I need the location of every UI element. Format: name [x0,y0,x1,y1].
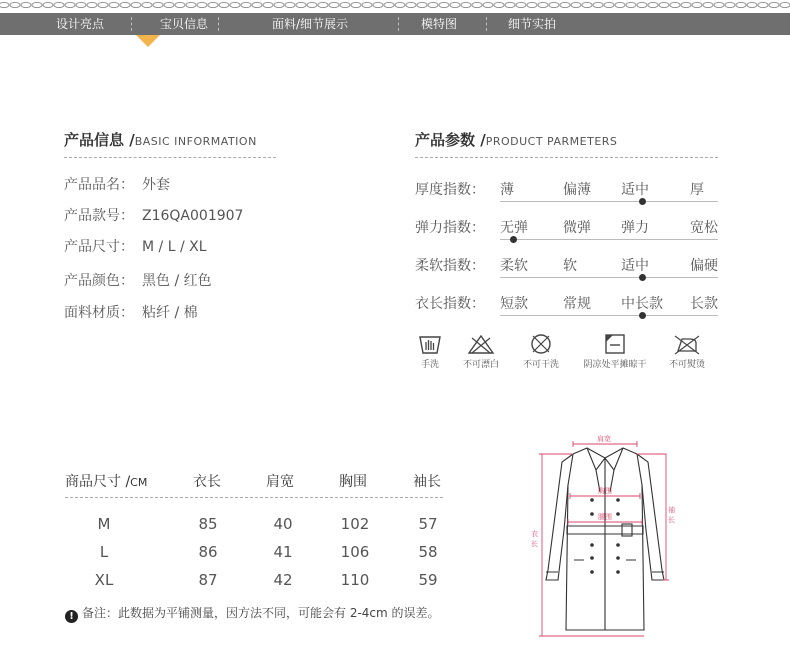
tab-fabric-details[interactable]: 面料/细节展示 [272,17,349,31]
basic-info-title-en: BASIC INFORMATION [134,135,257,148]
care-no-bleach: 不可漂白 [458,333,504,370]
no-bleach-icon [467,333,495,355]
sleeve-label: 袖 [668,506,675,514]
hand-wash-icon [417,333,443,355]
param-scale-line [500,239,718,240]
care-hand-wash: 手洗 [412,333,448,370]
size-table-cell: 110 [340,571,370,589]
size-table-header-chest: 胸围 [339,474,367,490]
param-option: 无弹 [500,220,528,236]
care-no-dry-clean: 不可干洗 [518,333,564,370]
param-option: 适中 [621,258,649,274]
param-option: 偏薄 [563,182,591,198]
waist-label: 腰围 [598,513,612,521]
param-scale-line [500,277,718,278]
measurement-note: ! 备注：此数据为平铺测量，因方法不同，可能会有 2-4cm 的误差。 [65,604,440,623]
info-row-material: 面料材质： 粘纤 / 棉 [64,305,198,321]
length-label: 长 [531,540,538,548]
param-scale-line [500,201,718,202]
tab-detail-photos[interactable]: 细节实拍 [508,17,557,31]
info-row-style-no: 产品款号： Z16QA001907 [64,208,244,224]
chest-label: 胸围 [598,487,612,495]
param-option: 常规 [563,296,591,312]
no-dry-clean-icon [529,333,553,355]
size-table-cell: 86 [198,543,218,561]
nav-divider [218,17,219,31]
size-table-cell: XL [94,571,114,589]
divider [64,157,276,158]
params-title: 产品参数 /PRODUCT PARMETERS [415,131,618,149]
nav-divider [398,17,399,31]
warning-icon: ! [65,610,78,623]
param-option: 薄 [500,182,514,198]
param-label: 弹力指数： [415,220,485,236]
info-row-name: 产品品名： 外套 [64,177,170,193]
size-table-cell: 59 [418,571,438,589]
info-row-size: 产品尺寸： M / L / XL [64,239,207,255]
size-table-cell: M [97,515,111,533]
divider [65,497,443,498]
basic-info-title: 产品信息 /BASIC INFORMATION [64,131,257,149]
size-table-header-length: 衣长 [193,474,221,490]
size-table-cell: 41 [273,543,293,561]
size-table-cell: 85 [198,515,218,533]
divider [415,157,718,158]
coat-measurement-diagram [530,430,680,645]
sleeve-label: 长 [668,516,675,524]
size-table-cell: 106 [340,543,370,561]
param-option: 中长款 [621,296,663,312]
size-table-cell: L [99,543,109,561]
size-table-header-size: 商品尺寸 /CM [65,474,148,490]
param-label: 柔软指数： [415,258,485,274]
param-option: 宽松 [690,220,718,236]
shoulder-label: 肩宽 [597,435,611,443]
param-option: 长款 [690,296,718,312]
param-option: 适中 [621,182,649,198]
care-no-iron: 不可熨烫 [664,333,710,370]
info-row-color: 产品颜色： 黑色 / 红色 [64,273,212,289]
param-option: 微弹 [563,220,591,236]
no-iron-icon [672,333,702,355]
param-option: 柔软 [500,258,528,274]
param-scale-line [500,315,718,316]
param-option: 偏硬 [690,258,718,274]
size-table-cell: 102 [340,515,370,533]
length-label: 衣 [531,530,538,538]
param-label: 厚度指数： [415,182,485,198]
care-shade-dry-flat: 阴凉处平摊晾干 [578,333,652,370]
tab-design-highlights[interactable]: 设计亮点 [56,17,105,31]
size-table-cell: 87 [198,571,218,589]
param-selected-dot [510,236,517,243]
size-table-cell: 40 [273,515,293,533]
params-title-en: PRODUCT PARMETERS [485,135,618,148]
param-selected-dot [639,312,646,319]
size-table-cell: 57 [418,515,438,533]
param-option: 短款 [500,296,528,312]
tab-product-info[interactable]: 宝贝信息 [160,17,209,31]
size-table-cell: 58 [418,543,438,561]
nav-divider [131,17,132,31]
nav-divider [486,17,487,31]
param-option: 厚 [690,182,704,198]
size-table-cell: 42 [273,571,293,589]
shade-dry-flat-icon [603,333,627,355]
param-option: 软 [563,258,577,274]
tab-navigation-bar [0,13,790,35]
param-label: 衣长指数： [415,296,485,312]
active-tab-marker [136,35,160,47]
size-table-header-sleeve: 袖长 [413,474,441,490]
param-selected-dot [639,274,646,281]
decorative-chain-border [0,0,790,10]
size-table-header-shoulder: 肩宽 [266,474,294,490]
param-selected-dot [639,198,646,205]
tab-model-photos[interactable]: 模特图 [421,17,458,31]
param-option: 弹力 [621,220,649,236]
